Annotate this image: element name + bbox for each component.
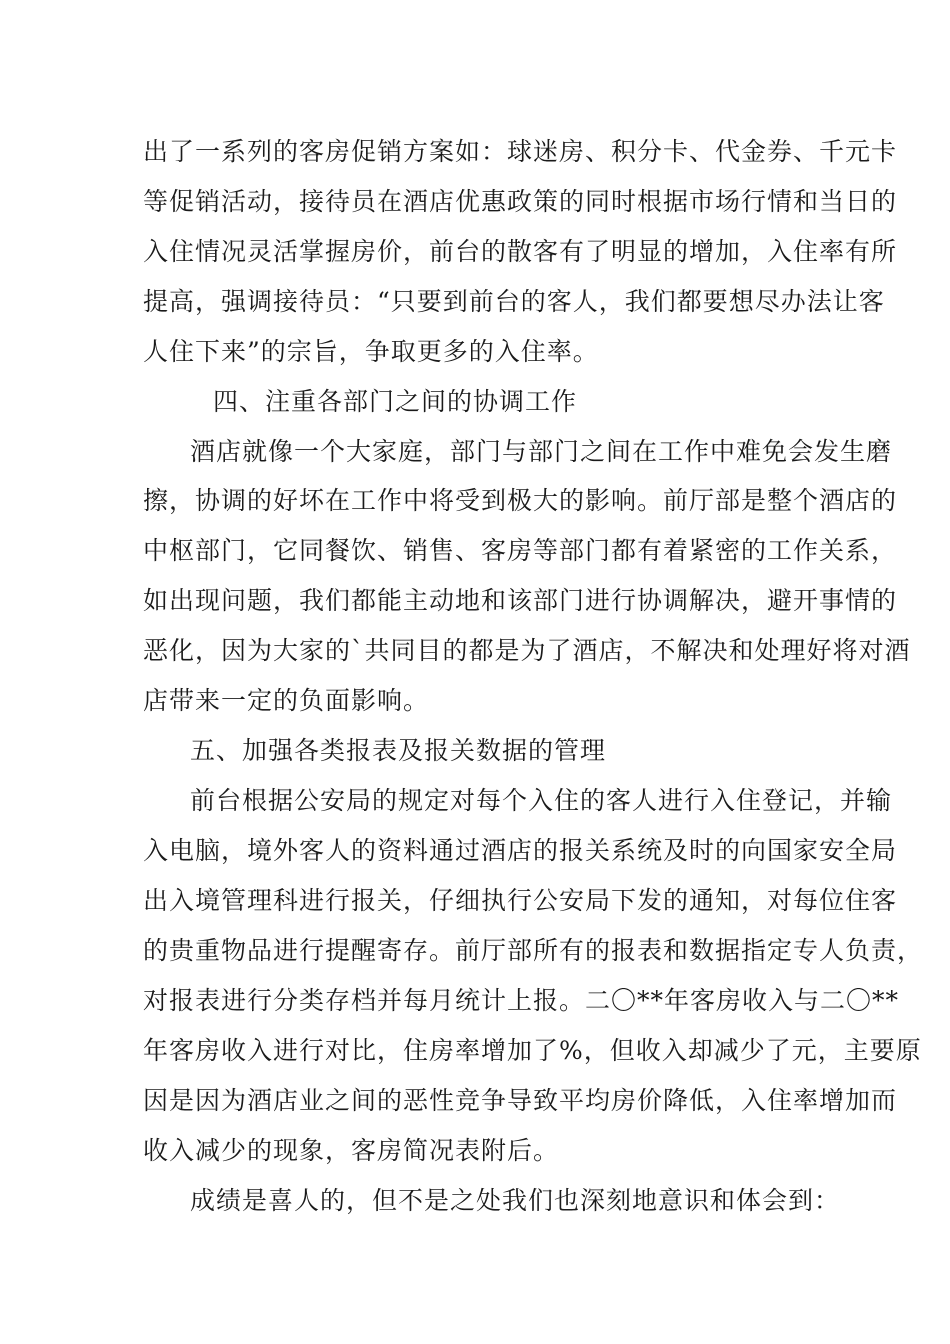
section-heading: 五、加强各类报表及报关数据的管理	[190, 736, 607, 765]
paragraph-line: 入住情况灵活掌握房价，前台的散客有了明显的增加，入住率有所	[143, 237, 898, 266]
paragraph-line: 等促销活动，接待员在酒店优惠政策的同时根据市场行情和当日的	[143, 187, 898, 216]
paragraph-line: 酒店就像一个大家庭，部门与部门之间在工作中难免会发生磨	[190, 437, 893, 466]
paragraph-line: 恶化，因为大家的`共同目的都是为了酒店，不解决和处理好将对酒	[143, 636, 911, 665]
paragraph-line: 如出现问题，我们都能主动地和该部门进行协调解决，避开事情的	[143, 586, 898, 615]
paragraph-line: 出了一系列的客房促销方案如：球迷房、积分卡、代金券、千元卡	[143, 137, 898, 166]
paragraph-line: 前台根据公安局的规定对每个入住的客人进行入住登记，并输	[190, 786, 893, 815]
paragraph-line: 提高，强调接待员：“只要到前台的客人，我们都要想尽办法让客	[143, 287, 885, 316]
paragraph-line: 出入境管理科进行报关，仔细执行公安局下发的通知，对每位住客	[143, 886, 898, 915]
paragraph-line: 对报表进行分类存档并每月统计上报。二〇**年客房收入与二〇**	[143, 986, 900, 1015]
paragraph-line: 擦，协调的好坏在工作中将受到极大的影响。前厅部是整个酒店的	[143, 486, 898, 515]
paragraph-line: 中枢部门，它同餐饮、销售、客房等部门都有着紧密的工作关系，	[143, 536, 898, 565]
section-heading: 四、注重各部门之间的协调工作	[213, 387, 578, 416]
paragraph-line: 入电脑，境外客人的资料通过酒店的报关系统及时的向国家安全局	[143, 836, 898, 865]
paragraph-line: 店带来一定的负面影响。	[143, 686, 430, 715]
paragraph-line: 的贵重物品进行提醒寄存。前厅部所有的报表和数据指定专人负责，	[143, 936, 924, 965]
paragraph-line: 年客房收入进行对比，住房率增加了%，但收入却减少了元，主要原	[143, 1036, 922, 1065]
paragraph-line: 人住下来”的宗旨，争取更多的入住率。	[143, 337, 599, 366]
paragraph-line: 成绩是喜人的，但不是之处我们也深刻地意识和体会到：	[190, 1186, 841, 1215]
paragraph-line: 因是因为酒店业之间的恶性竞争导致平均房价降低，入住率增加而	[143, 1086, 898, 1115]
paragraph-line: 收入减少的现象，客房简况表附后。	[143, 1136, 560, 1165]
